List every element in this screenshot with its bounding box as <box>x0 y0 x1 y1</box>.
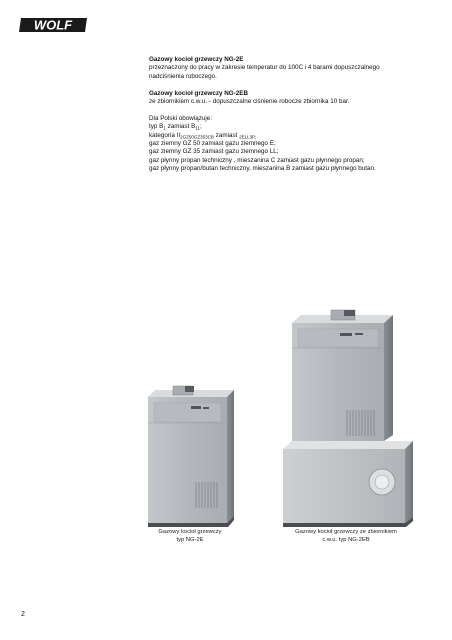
poland-gas-line-2: gaz ziemny GZ 35 zamiast gazu ziemnego LL; <box>149 148 279 156</box>
ng2eb-desc-line-1: ze zbiornikiem c.w.u. - dopuszczalne ciśnienie robocze zbiornika 10 bar. <box>149 98 350 106</box>
caption-ng2e: Gazowy kocioł grzewczy typ NG-2E <box>158 529 222 543</box>
ng2e-title: Gazowy kocioł grzewczy NG-2E <box>149 56 244 63</box>
poland-type-line: typ $B_1$ zamiast $B_{11}$; <box>149 123 202 131</box>
boiler-ng2eb <box>283 310 413 527</box>
poland-gas-line-4: gaz płynny propan/butan techniczny, mieszanina B zamiast gazu płynnego butan. <box>149 165 376 173</box>
boiler-ng2e <box>148 386 234 527</box>
poland-gas-line-3: gaz płynny propan techniczny , mieszanina C zamiast gazu płynnego propan; <box>149 156 365 164</box>
poland-heading: Dla Polski obowiązuje: <box>149 114 212 122</box>
ng2e-desc-line-1: przeznaczony do pracy w zakresie temperatur do 100C i 4 barami dopuszczalnego <box>149 64 380 72</box>
caption-ng2eb: Gazowy kocioł grzewczy ze zbiornikiem c.w.u. typ NG-2EB <box>295 529 397 543</box>
svg-text:WOLF: WOLF <box>33 17 73 33</box>
ng2e-desc-line-2: nadciśnienia roboczego. <box>149 72 217 80</box>
poland-gas-line-1: gaz ziemny GZ 50 zamiast gazu ziemnego E; <box>149 140 276 148</box>
page-number: 2 <box>21 611 25 618</box>
ng2eb-title: Gazowy kocioł grzewczy NG-2EB <box>149 89 249 97</box>
poland-category-line: kategoria $II_{2GZ50GZ353CB}$ zamiast $_{2ELL3P;}$ <box>149 131 257 140</box>
